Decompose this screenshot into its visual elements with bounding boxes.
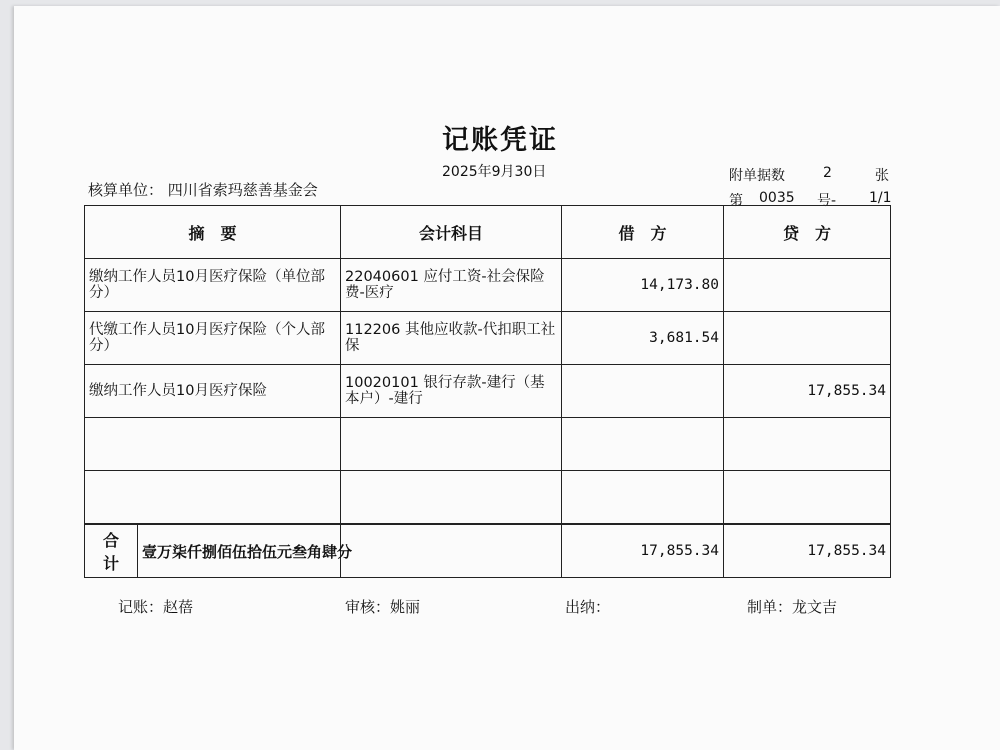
header-debit: 借 方: [562, 206, 724, 259]
voucher-prefix: 第: [729, 193, 743, 209]
row-credit: [724, 471, 891, 525]
voucher-number-value: 0035: [759, 190, 795, 206]
row-credit: 17,855.34: [724, 365, 891, 418]
footer-preparer: 制单：龙文吉: [747, 598, 838, 616]
header-summary: 摘 要: [85, 206, 341, 259]
table-row: [85, 365, 891, 418]
total-summary-cell: [85, 524, 353, 578]
footer-cashier: 出纳：: [565, 598, 611, 616]
header-account: 会计科目: [341, 206, 562, 259]
total-label: 合计: [85, 525, 138, 577]
row-summary: [85, 471, 341, 525]
row-summary: 缴纳工作人员10月医疗保险: [85, 365, 341, 418]
row-account: 10020101 银行存款-建行（基本户）-建行: [341, 365, 562, 418]
total-credit: 17,855.34: [724, 524, 891, 578]
row-debit: [562, 471, 724, 525]
row-account: 112206 其他应收款-代扣职工社保: [341, 312, 562, 365]
voucher-suffix: 号-: [817, 193, 837, 209]
accounting-unit: [88, 179, 318, 200]
voucher-table: [84, 205, 891, 578]
accounting-unit-name: 四川省索玛慈善基金会: [167, 181, 318, 199]
row-account: [341, 471, 562, 525]
row-account: 22040601 应付工资-社会保险费-医疗: [341, 259, 562, 312]
footer-bookkeeper: 记账：赵蓓: [118, 598, 194, 616]
row-debit: [562, 418, 724, 471]
table-row: [85, 312, 891, 365]
table-row: [85, 471, 891, 525]
row-credit: [724, 259, 891, 312]
row-account: [341, 418, 562, 471]
accounting-unit-label: 核算单位：: [88, 181, 164, 199]
row-summary: 代缴工作人员10月医疗保险（个人部分）: [85, 312, 341, 365]
header-credit: 贷 方: [724, 206, 891, 259]
voucher-page: 1/1: [869, 190, 892, 206]
total-row: [85, 524, 891, 578]
row-debit: 14,173.80: [562, 259, 724, 312]
row-debit: 3,681.54: [562, 312, 724, 365]
voucher-date: 2025年9月30日: [442, 164, 547, 180]
footer-reviewer: 审核：姚丽: [345, 598, 421, 616]
total-account-empty: [341, 524, 562, 578]
voucher-title: 记账凭证: [442, 125, 558, 156]
table-row: [85, 418, 891, 471]
total-amount-in-words: 壹万柒仟捌佰伍拾伍元叁角肆分: [142, 542, 353, 561]
attachments-unit: 张: [875, 168, 889, 184]
row-summary: [85, 418, 341, 471]
table-row: [85, 259, 891, 312]
row-debit: [562, 365, 724, 418]
row-credit: [724, 312, 891, 365]
total-debit: 17,855.34: [562, 524, 724, 578]
row-summary: 缴纳工作人员10月医疗保险（单位部分）: [85, 259, 341, 312]
attachments-count: 2: [823, 165, 832, 181]
row-credit: [724, 418, 891, 471]
attachments-label: 附单据数: [729, 168, 785, 184]
